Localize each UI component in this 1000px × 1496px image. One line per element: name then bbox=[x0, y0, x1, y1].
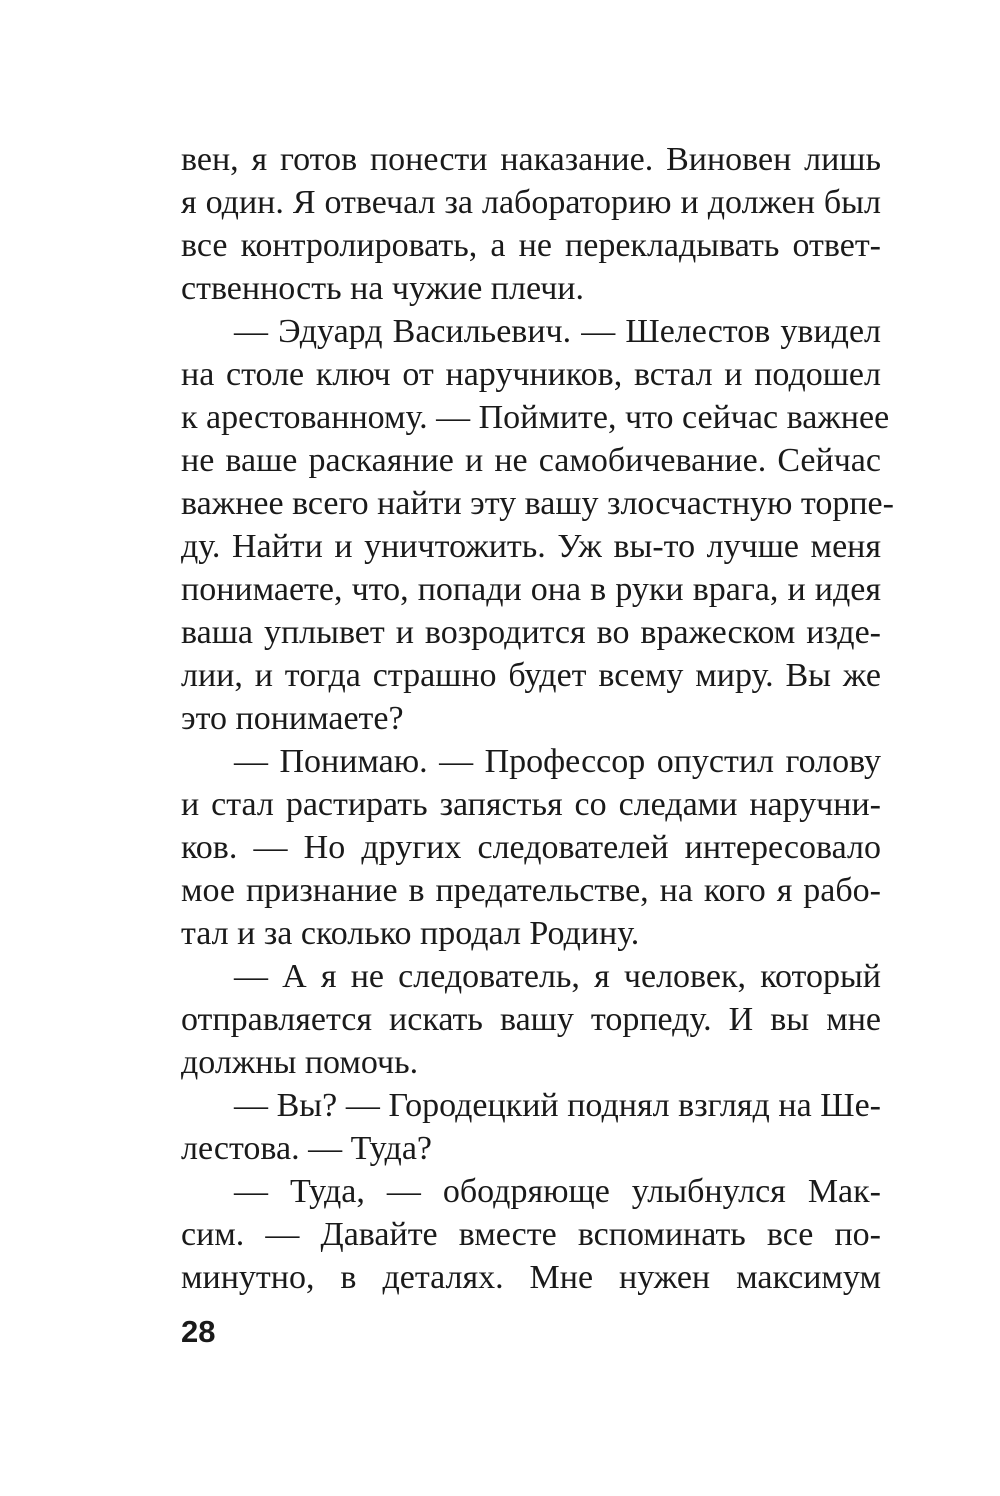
text-line: — А я не следователь, я человек, который bbox=[234, 958, 881, 995]
text-line: сим. — Давайте вместе вспоминать все по- bbox=[181, 1216, 881, 1253]
text-line: минутно, в деталях. Мне нужен максимум bbox=[181, 1259, 881, 1296]
text-line: мое признание в предательстве, на кого я рабо- bbox=[181, 872, 881, 909]
page-number: 28 bbox=[181, 1314, 216, 1349]
text-line: понимаете, что, попади она в руки врага, и идея bbox=[181, 571, 881, 608]
text-line: на столе ключ от наручников, встал и подошел bbox=[181, 356, 881, 393]
text-line: ваша уплывет и возродится во вражеском изде- bbox=[181, 614, 881, 651]
text-line: я один. Я отвечал за лабораторию и должен был bbox=[181, 184, 881, 221]
text-line: и стал растирать запястья со следами наручни- bbox=[181, 786, 881, 823]
text-line: — Понимаю. — Профессор опустил голову bbox=[234, 743, 881, 780]
text-line: вен, я готов понести наказание. Виновен лишь bbox=[181, 141, 881, 178]
text-line: тал и за сколько продал Родину. bbox=[181, 915, 640, 952]
text-line: важнее всего найти эту вашу злосчастную торпе- bbox=[181, 485, 894, 522]
text-line: ственность на чужие плечи. bbox=[181, 270, 585, 307]
text-line: отправляется искать вашу торпеду. И вы мне bbox=[181, 1001, 881, 1038]
text-line: лии, и тогда страшно будет всему миру. Вы же bbox=[181, 657, 881, 694]
text-line: ду. Найти и уничтожить. Уж вы-то лучше меня bbox=[181, 528, 881, 565]
text-line: лестова. — Туда? bbox=[181, 1130, 433, 1167]
text-line: — Вы? — Городецкий поднял взгляд на Ше- bbox=[234, 1087, 881, 1124]
text-line: — Эдуард Васильевич. — Шелестов увидел bbox=[234, 313, 881, 350]
body-text bbox=[181, 138, 894, 1299]
text-line: это понимаете? bbox=[181, 700, 404, 737]
text-line: не ваше раскаяние и не самобичевание. Сейчас bbox=[181, 442, 881, 479]
text-line: ков. — Но других следователей интересовало bbox=[181, 829, 881, 866]
text-line: — Туда, — ободряюще улыбнулся Мак- bbox=[234, 1173, 881, 1210]
text-line: должны помочь. bbox=[181, 1044, 419, 1081]
text-line: к арестованному. — Поймите, что сейчас важнее bbox=[181, 399, 890, 436]
text-line: все контролировать, а не перекладывать ответ- bbox=[181, 227, 881, 264]
